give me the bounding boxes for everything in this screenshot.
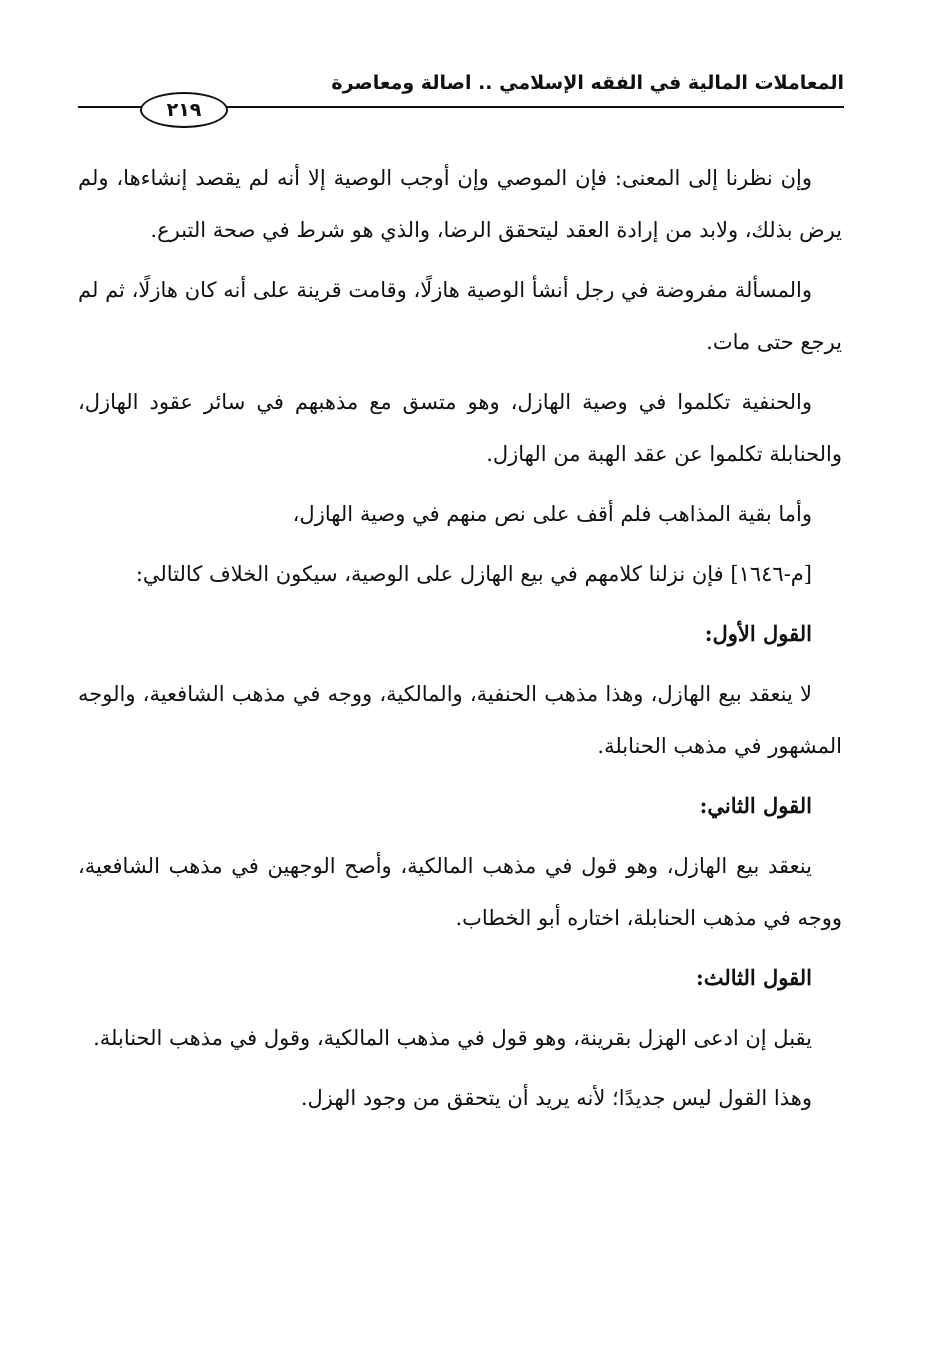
heading-second-opinion: القول الثاني: <box>699 793 812 818</box>
paragraph-intent-meaning: وإن نظرنا إلى المعنى: فإن الموصي وإن أوجب الوصية إلا أنه لم يقصد إنشاءها، ولم يرض بذلك، ولابد من إرادة العقد ليتحقق الرضا، والذي هو شرط في صحة التبرع. <box>78 166 842 242</box>
paragraph-third-opinion: يقبل إن ادعى الهزل بقرينة، وهو قول في مذهب المالكية، وقول في مذهب الحنابلة. <box>93 1026 812 1050</box>
paragraph-second-opinion: ينعقد بيع الهازل، وهو قول في مذهب المالكية، وأصح الوجهين في مذهب الشافعية، ووجه في مذهب الحنابلة، اختاره أبو الخطاب. <box>78 854 842 930</box>
paragraph-first-opinion: لا ينعقد بيع الهازل، وهذا مذهب الحنفية، والمالكية، ووجه في مذهب الشافعية، والوجه المشهور في مذهب الحنابلة. <box>78 682 842 758</box>
heading-first-opinion: القول الأول: <box>704 621 812 646</box>
paragraph-issue-scenario: والمسألة مفروضة في رجل أنشأ الوصية هازلًا، وقامت قرينة على أنه كان هازلًا، ثم لم يرجع حتى مات. <box>78 278 842 354</box>
page-header <box>78 60 844 120</box>
page-number-badge: ٢١٩ <box>140 92 228 128</box>
running-header-title: المعاملات المالية في الفقه الإسلامي .. اصالة ومعاصرة <box>331 72 844 94</box>
paragraph-disagreement-intro: [م-١٦٤٦] فإن نزلنا كلامهم في بيع الهازل على الوصية، سيكون الخلاف كالتالي: <box>135 562 812 586</box>
paragraph-closing-note: وهذا القول ليس جديدًا؛ لأنه يريد أن يتحقق من وجود الهزل. <box>300 1086 812 1110</box>
paragraph-other-schools: وأما بقية المذاهب فلم أقف على نص منهم في وصية الهازل، <box>292 502 812 526</box>
paragraph-hanafi-hanbali: والحنفية تكلموا في وصية الهازل، وهو متسق مع مذهبهم في سائر عقود الهازل، والحنابلة تكلموا عن عقد الهبة من الهازل. <box>78 390 842 466</box>
page-body <box>78 152 842 1132</box>
heading-third-opinion: القول الثالث: <box>695 965 812 990</box>
